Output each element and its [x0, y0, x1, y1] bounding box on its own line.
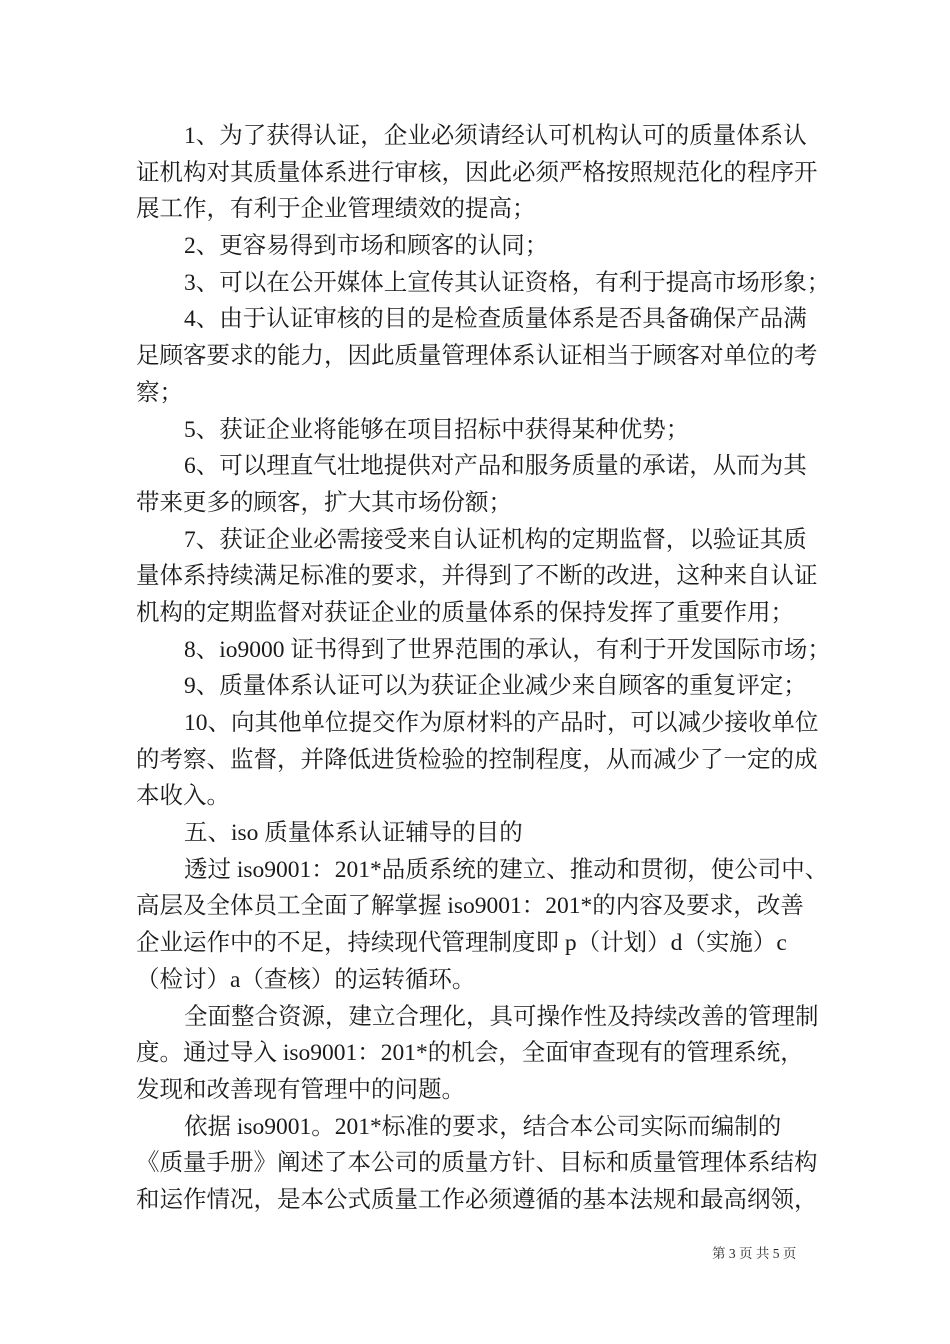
text-line: 4、由于认证审核的目的是检查质量体系是否具备确保产品满	[184, 306, 807, 333]
text-line: 7、获证企业必需接受来自认证机构的定期监督，以验证其质	[184, 526, 807, 553]
text-line: 5、获证企业将能够在项目招标中获得某种优势；	[184, 416, 690, 443]
text-line: 机构的定期监督对获证企业的质量体系的保持发挥了重要作用；	[136, 599, 794, 626]
document-body	[136, 118, 831, 1219]
text-line: 企业运作中的不足，持续现代管理制度即 p（计划）d（实施）c	[136, 930, 787, 957]
paragraph	[136, 705, 828, 815]
paragraph	[136, 632, 831, 669]
text-line: 和运作情况，是本公式质量工作必须遵循的基本法规和最高纲领，	[136, 1186, 818, 1213]
paragraph	[136, 301, 828, 411]
text-line: 发现和改善现有管理中的问题。	[136, 1076, 465, 1103]
text-line: 依据 iso9001。201*标准的要求，结合本公司实际而编制的	[184, 1113, 782, 1140]
text-line: 本收入。	[136, 783, 230, 810]
text-line: 证机构对其质量体系进行审核，因此必须严格按照规范化的程序开	[136, 159, 818, 186]
text-line: 1、为了获得认证，企业必须请经认可机构认可的质量体系认	[184, 123, 807, 149]
text-line: 6、可以理直气壮地提供对产品和服务质量的承诺，从而为其	[184, 453, 807, 480]
paragraph	[136, 852, 828, 999]
text-line: 透过 iso9001：201*品质系统的建立、推动和贯彻，使公司中、	[184, 856, 829, 883]
paragraph	[136, 668, 828, 705]
page-footer	[712, 1245, 796, 1263]
paragraph	[136, 1109, 828, 1219]
text-line: 足顾客要求的能力，因此质量管理体系认证相当于顾客对单位的考	[136, 343, 818, 370]
text-line: 带来更多的顾客，扩大其市场份额；	[136, 489, 512, 516]
paragraph	[136, 522, 828, 632]
paragraph	[136, 228, 828, 265]
text-line: 3、可以在公开媒体上宣传其认证资格，有利于提高市场形象；	[184, 269, 831, 296]
text-line: 高层及全体员工全面了解掌握 iso9001：201*的内容及要求，改善	[136, 893, 804, 920]
paragraph	[136, 265, 831, 302]
paragraph	[136, 412, 828, 449]
paragraph	[136, 448, 828, 521]
text-line: 度。通过导入 iso9001：201*的机会，全面审查现有的管理系统，	[136, 1040, 804, 1067]
text-line: 2、更容易得到市场和顾客的认同；	[184, 233, 549, 260]
paragraph	[136, 118, 828, 228]
section-heading	[136, 815, 828, 852]
text-line: 10、向其他单位提交作为原材料的产品时，可以减少接收单位	[184, 710, 819, 736]
paragraph	[136, 999, 828, 1109]
page-number-indicator: 第 3 页 共 5 页	[712, 1246, 797, 1261]
text-line: 展工作，有利于企业管理绩效的提高；	[136, 196, 536, 223]
text-line: 9、质量体系认证可以为获证企业减少来自顾客的重复评定；	[184, 673, 807, 700]
text-line: 察；	[136, 379, 183, 406]
text-line: 《质量手册》阐述了本公司的质量方针、目标和质量管理体系结构	[136, 1150, 818, 1177]
text-line: 量体系持续满足标准的要求，并得到了不断的改进，这种来自认证	[136, 563, 818, 590]
text-line: 8、io9000 证书得到了世界范围的承认，有利于开发国际市场；	[184, 636, 831, 663]
text-line: 五、iso 质量体系认证辅导的目的	[184, 820, 523, 847]
text-line: 的考察、监督，并降低进货检验的控制程度，从而减少了一定的成	[136, 746, 818, 773]
text-line: 全面整合资源，建立合理化，具可操作性及持续改善的管理制	[184, 1003, 819, 1030]
text-line: （检讨）a（查核）的运转循环。	[136, 966, 476, 993]
